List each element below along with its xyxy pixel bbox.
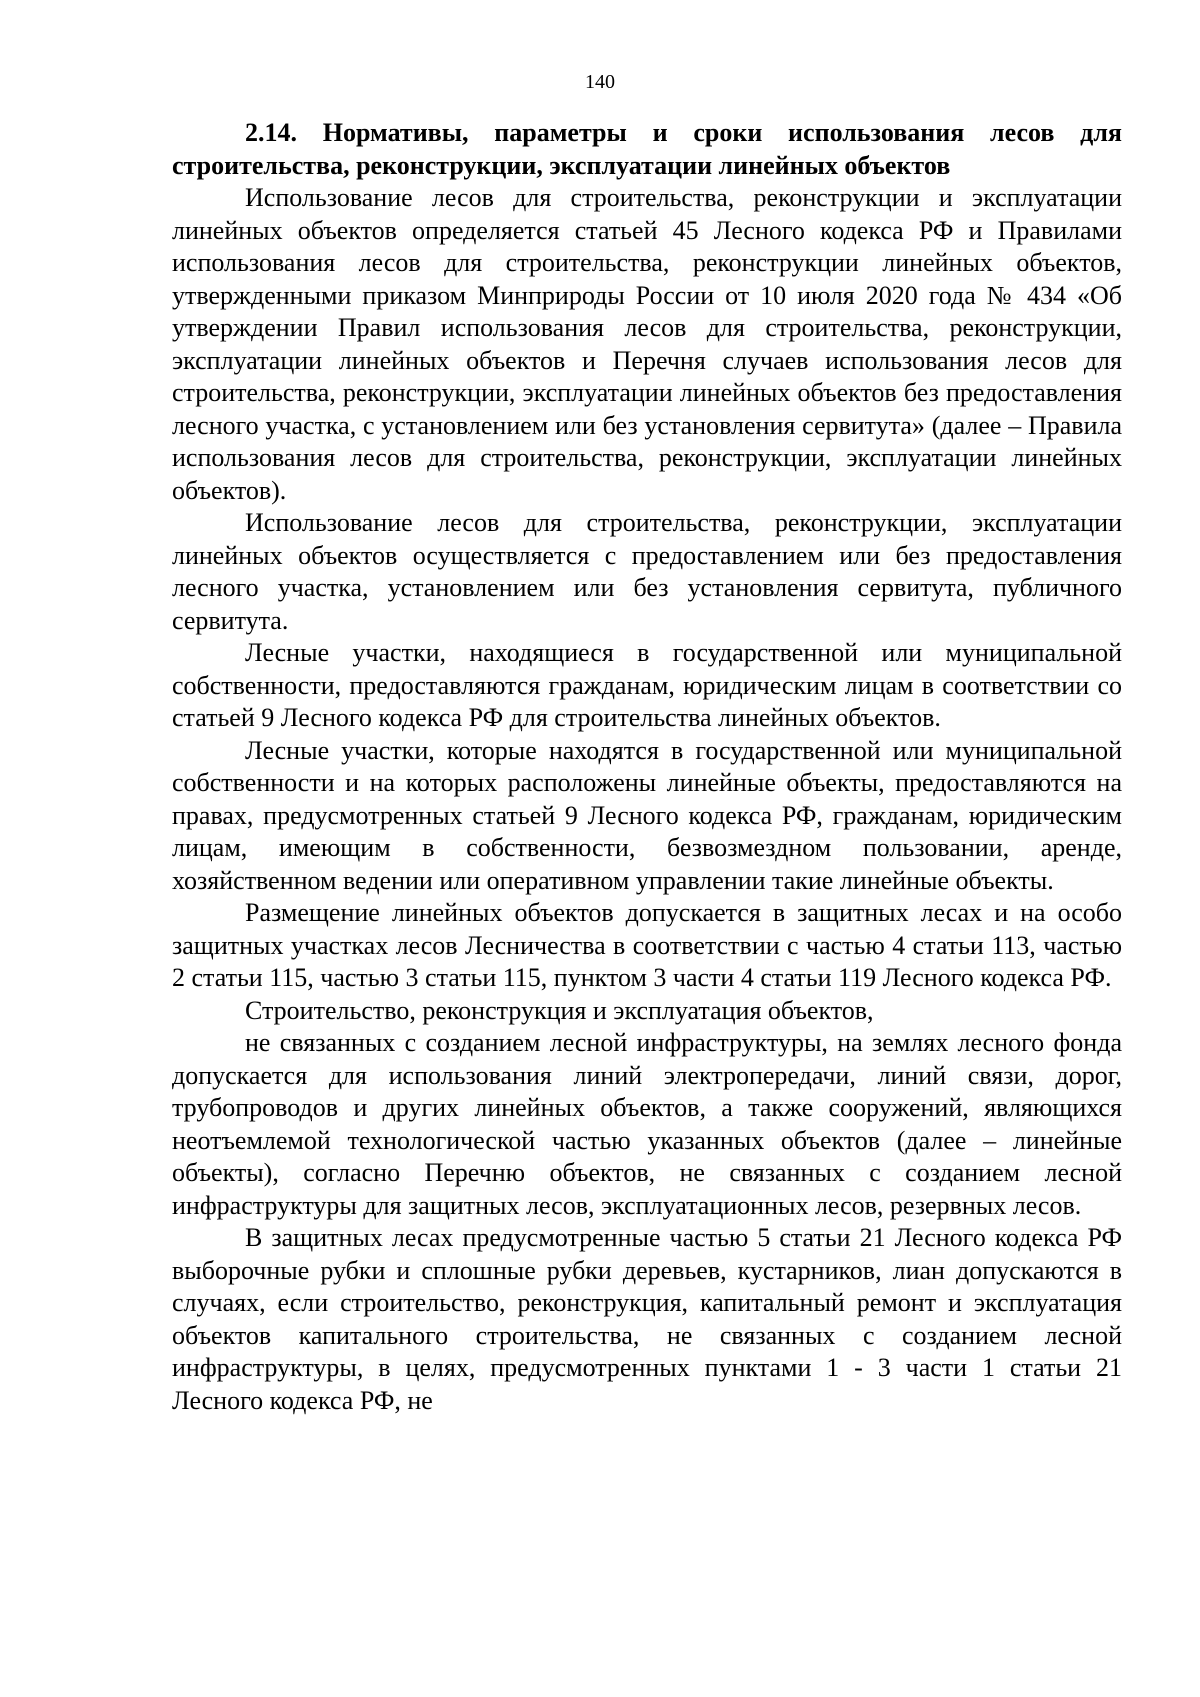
paragraph-1: Использование лесов для строительства, реконструкции и эксплуатации линейных объектов определяется статьей 45 Лесного кодекса РФ и Правилами использования лесов для строительства, реконструкции линейных объектов, утвержденными приказом Минприроды России от 10 июля 2020 года № 434 «Об утверждении Правил использования лесов для строительства, реконструкции, эксплуатации линейных объектов и Перечня случаев использования лесов для строительства, реконструкции, эксплуатации линейных объектов без предоставления лесного участка, с установлением или без установления сервитута» (далее – Правила использования лесов для строительства, реконструкции, эксплуатации линейных объектов). [172,183,1122,505]
paragraph-3: Лесные участки, находящиеся в государственной или муниципальной собственности, предоставляются гражданам, юридическим лицам в соответствии со статьей 9 Лесного кодекса РФ для строительства линейных объектов. [172,638,1122,732]
paragraph-2: Использование лесов для строительства, реконструкции, эксплуатации линейных объектов осуществляется с предоставлением или без предоставления лесного участка, установлением или без установления сервитута, публичного сервитута. [172,508,1122,635]
document-body [172,117,1122,1417]
paragraph-4: Лесные участки, которые находятся в государственной или муниципальной собственности и на которых расположены линейные объекты, предоставляются на правах, предусмотренных статьей 9 Лесного кодекса РФ, гражданам, юридическим лицам, имеющим в собственности, безвозмездном пользовании, аренде, хозяйственном ведении или оперативном управлении такие линейные объекты. [172,735,1122,895]
paragraph-5: Размещение линейных объектов допускается в защитных лесах и на особо защитных участках лесов Лесничества в соответствии с частью 4 статьи 113, частью 2 статьи 115, частью 3 статьи 115, пунктом 3 части 4 статьи 119 Лесного кодекса РФ. [172,898,1122,992]
paragraph-6: Строительство, реконструкция и эксплуатация объектов, [245,995,874,1025]
page-number: 140 [585,71,615,93]
paragraph-7: не связанных с созданием лесной инфраструктуры, на землях лесного фонда допускается для использования линий электропередачи, линий связи, дорог, трубопроводов и других линейных объектов, а также сооружений, являющихся неотъемлемой технологической частью указанных объектов (далее – линейные объекты), согласно Перечню объектов, не связанных с созданием лесной инфраструктуры для защитных лесов, эксплуатационных лесов, резервных лесов. [172,1028,1122,1220]
paragraph-8: В защитных лесах предусмотренные частью 5 статьи 21 Лесного кодекса РФ выборочные рубки и сплошные рубки деревьев, кустарников, лиан допускаются в случаях, если строительство, реконструкция, капитальный ремонт и эксплуатация объектов капитального строительства, не связанных с созданием лесной инфраструктуры, в целях, предусмотренных пунктами 1 - 3 части 1 статьи 21 Лесного кодекса РФ, не [172,1223,1122,1415]
section-heading: 2.14. Нормативы, параметры и сроки использования лесов для строительства, реконструкции, эксплуатации линейных объектов [172,118,1122,180]
